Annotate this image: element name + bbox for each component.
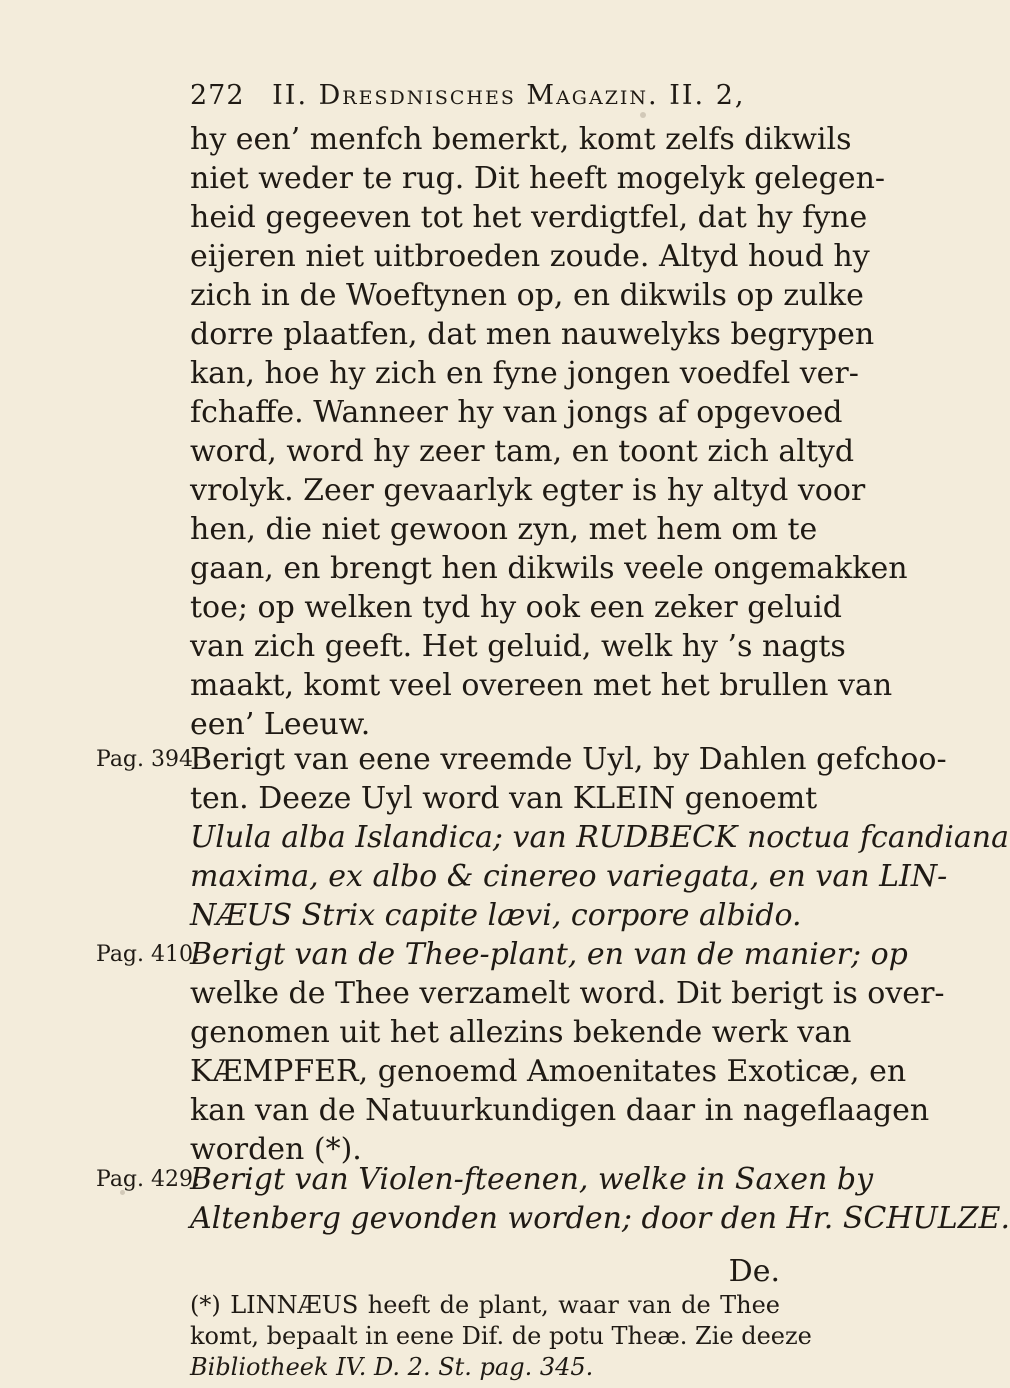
text-line: een’ Leeuw. (190, 707, 371, 742)
footnote (190, 1290, 812, 1383)
entry-line: Ulula alba Islandica; van RUDBECK noctua fcandiana (190, 820, 1009, 855)
entry-line: Altenberg gevonden worden; door den Hr. SCHULZE. (190, 1201, 1010, 1236)
main-paragraph (190, 120, 908, 744)
footnote-line: komt, bepaalt in eene Dif. de potu Theæ. Zie deeze (190, 1322, 812, 1350)
footnote-line: (*) LINNÆUS heeft de plant, waar van de Thee (190, 1291, 780, 1319)
entry-line: Berigt van de Thee-plant, en van de manier; op (190, 937, 908, 972)
catchword: De. (728, 1254, 780, 1289)
entry-line: kan van de Natuurkundigen daar in nageflaagen (190, 1093, 930, 1128)
running-title: II. Dresdnisches Magazin. II. 2, (272, 80, 746, 111)
text-line: vrolyk. Zeer gevaarlyk egter is hy altyd voor (190, 473, 866, 508)
entry-line: welke de Thee verzamelt word. Dit berigt is over- (190, 976, 945, 1011)
text-line: eijeren niet uitbroeden zoude. Altyd houd hy (190, 239, 870, 274)
footnote-line: Bibliotheek IV. D. 2. St. pag. 345. (190, 1353, 594, 1381)
text-line: niet weder te rug. Dit heeft mogelyk gelegen- (190, 161, 886, 196)
text-line: word, word hy zeer tam, en toont zich altyd (190, 434, 855, 469)
text-line: zich in de Woeftynen op, en dikwils op zulke (190, 278, 864, 313)
entry-line: Berigt van Violen-fteenen, welke in Saxen by (190, 1162, 874, 1197)
text-line: heid gegeeven tot het verdigtfel, dat hy fyne (190, 200, 868, 235)
entry-tea (190, 935, 945, 1169)
entry-line: ten. Deeze Uyl word van KLEIN genoemt (190, 781, 818, 816)
paper-spot (745, 560, 749, 564)
text-line: gaan, en brengt hen dikwils veele ongemakken (190, 551, 908, 586)
page-number: 272 (190, 80, 245, 111)
entry-line: KÆMPFER, genoemd Amoenitates Exoticæ, en (190, 1054, 907, 1089)
paper-spot (640, 112, 646, 118)
text-line: maakt, komt veel overeen met het brullen van (190, 668, 893, 703)
text-line: fchaffe. Wanneer hy van jongs af opgevoed (190, 395, 843, 430)
text-line: dorre plaatfen, dat men nauwelyks begrypen (190, 317, 875, 352)
running-header (190, 80, 770, 111)
entry-line: genomen uit het allezins bekende werk van (190, 1015, 852, 1050)
margin-reference: Pag. 429. (96, 1167, 200, 1192)
text-line: van zich geeft. Het geluid, welk hy ’s nagts (190, 629, 846, 664)
margin-reference: Pag. 394. (96, 747, 200, 772)
entry-violet-stones (190, 1160, 1010, 1238)
entry-line: worden (*). (190, 1132, 362, 1167)
entry-line: maxima, ex albo & cinereo variegata, en van LIN- (190, 859, 948, 894)
text-line: hy een’ menfch bemerkt, komt zelfs dikwils (190, 122, 852, 157)
text-line: toe; op welken tyd hy ook een zeker geluid (190, 590, 842, 625)
entry-line: NÆUS Strix capite lævi, corpore albido. (190, 898, 802, 933)
entry-line: Berigt van eene vreemde Uyl, by Dahlen gefchoo- (190, 742, 947, 777)
margin-reference: Pag. 410. (96, 942, 200, 967)
entry-owl (190, 740, 1009, 935)
text-line: kan, hoe hy zich en fyne jongen voedfel ver- (190, 356, 859, 391)
text-line: hen, die niet gewoon zyn, met hem om te (190, 512, 818, 547)
paper-spot (120, 1190, 125, 1195)
